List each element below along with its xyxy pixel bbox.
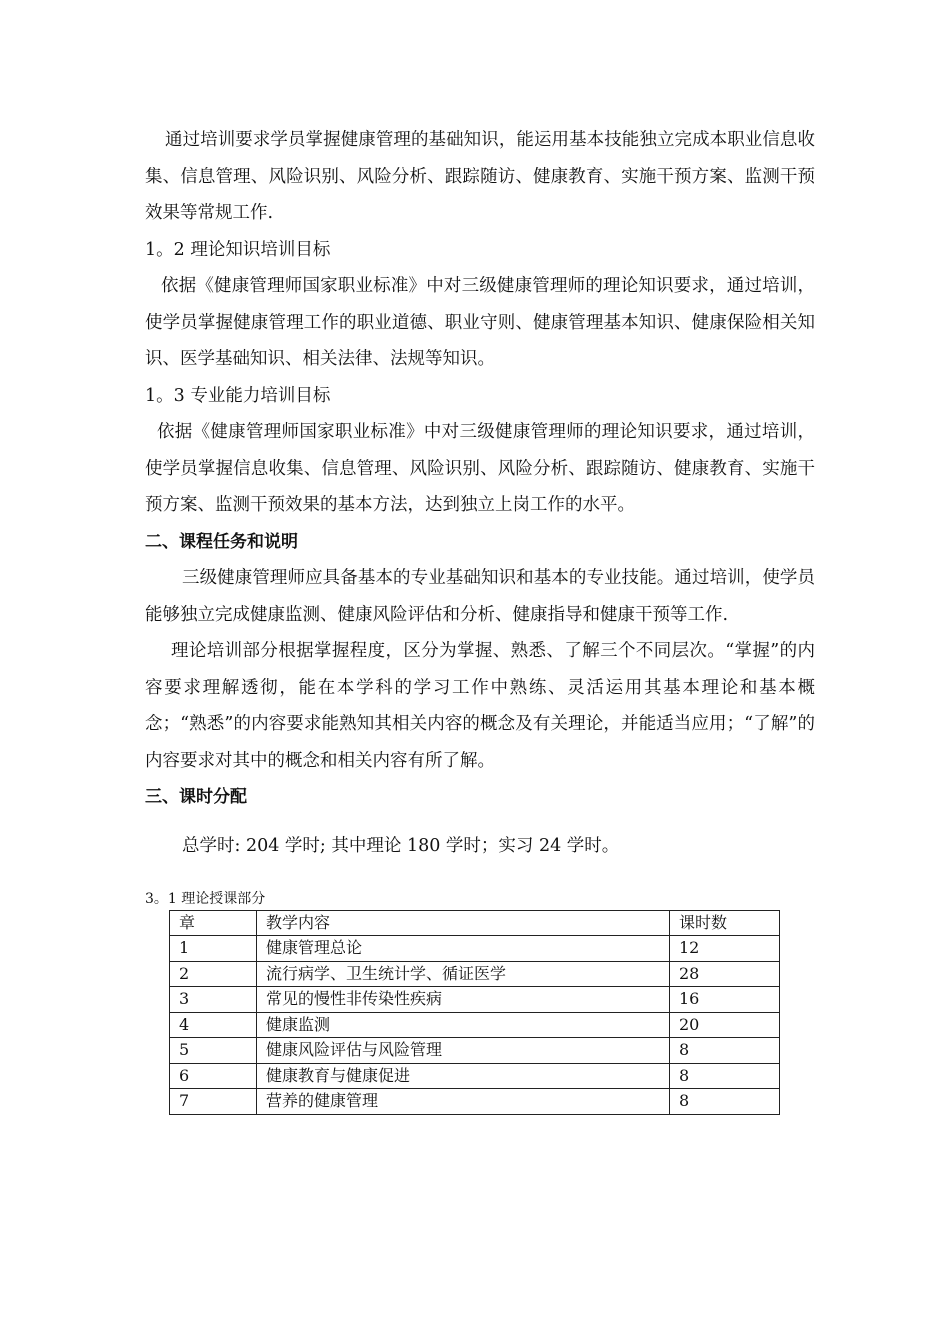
table-row xyxy=(170,936,780,962)
table-row xyxy=(170,1063,780,1089)
table-row xyxy=(170,987,780,1013)
hours-table xyxy=(169,910,780,1115)
document-page xyxy=(145,122,815,1115)
cell-chapter: 5 xyxy=(170,1038,257,1064)
cell-content: 健康风险评估与风险管理 xyxy=(257,1038,670,1064)
cell-hours: 20 xyxy=(670,1012,780,1038)
section-1-3-heading: 1。3 专业能力培训目标 xyxy=(145,385,331,406)
header-content: 教学内容 xyxy=(257,910,670,936)
cell-content: 健康管理总论 xyxy=(257,936,670,962)
header-chapter: 章 xyxy=(170,910,257,936)
paragraph-skill-goal: 依据《健康管理师国家职业标准》中对三级健康管理师的理论知识要求，通过培训，使学员掌握信息收集、信息管理、风险识别、风险分析、跟踪随访、健康教育、实施干预方案、监测干预效果的基本方法，达到独立上岗工作的水平。 xyxy=(145,422,815,515)
cell-hours: 8 xyxy=(670,1063,780,1089)
table-row xyxy=(170,961,780,987)
cell-hours: 16 xyxy=(670,987,780,1013)
table-row xyxy=(170,1012,780,1038)
cell-hours: 8 xyxy=(670,1038,780,1064)
table-caption: 3。1 理论授课部分 xyxy=(145,890,266,907)
cell-chapter: 2 xyxy=(170,961,257,987)
paragraph-training-requirement: 通过培训要求学员掌握健康管理的基础知识，能运用基本技能独立完成本职业信息收集、信息管理、风险识别、风险分析、跟踪随访、健康教育、实施干预方案、监测干预效果等常规工作. xyxy=(145,130,815,223)
section-2-heading: 二、课程任务和说明 xyxy=(145,531,298,552)
paragraph-course-task: 三级健康管理师应具备基本的专业基础知识和基本的专业技能。通过培训，使学员能够独立完成健康监测、健康风险评估和分析、健康指导和健康干预等工作. xyxy=(145,568,815,625)
cell-content: 健康监测 xyxy=(257,1012,670,1038)
table-row xyxy=(170,1089,780,1115)
paragraph-theory-goal: 依据《健康管理师国家职业标准》中对三级健康管理师的理论知识要求，通过培训，使学员掌握健康管理工作的职业道德、职业守则、健康管理基本知识、健康保险相关知识、医学基础知识、相关法律、法规等知识。 xyxy=(145,276,815,369)
paragraph-levels: 理论培训部分根据掌握程度，区分为掌握、熟悉、了解三个不同层次。“掌握”的内容要求理解透彻，能在本学科的学习工作中熟练、灵活运用其基本理论和基本概念；“熟悉”的内容要求能熟知其相关内容的概念及有关理论，并能适当应用；“了解”的内容要求对其中的概念和相关内容有所了解。 xyxy=(145,641,815,771)
cell-chapter: 7 xyxy=(170,1089,257,1115)
cell-chapter: 1 xyxy=(170,936,257,962)
table-header-row xyxy=(170,910,780,936)
cell-hours: 8 xyxy=(670,1089,780,1115)
table-row xyxy=(170,1038,780,1064)
total-hours: 总学时: 204 学时; 其中理论 180 学时；实习 24 学时。 xyxy=(182,835,620,856)
cell-content: 健康教育与健康促进 xyxy=(257,1063,670,1089)
cell-chapter: 6 xyxy=(170,1063,257,1089)
cell-hours: 28 xyxy=(670,961,780,987)
cell-hours: 12 xyxy=(670,936,780,962)
cell-content: 流行病学、卫生统计学、循证医学 xyxy=(257,961,670,987)
cell-content: 常见的慢性非传染性疾病 xyxy=(257,987,670,1013)
cell-chapter: 3 xyxy=(170,987,257,1013)
header-hours: 课时数 xyxy=(670,910,780,936)
section-3-heading: 三、课时分配 xyxy=(145,787,247,807)
cell-chapter: 4 xyxy=(170,1012,257,1038)
section-1-2-heading: 1。2 理论知识培训目标 xyxy=(145,239,331,260)
cell-content: 营养的健康管理 xyxy=(257,1089,670,1115)
